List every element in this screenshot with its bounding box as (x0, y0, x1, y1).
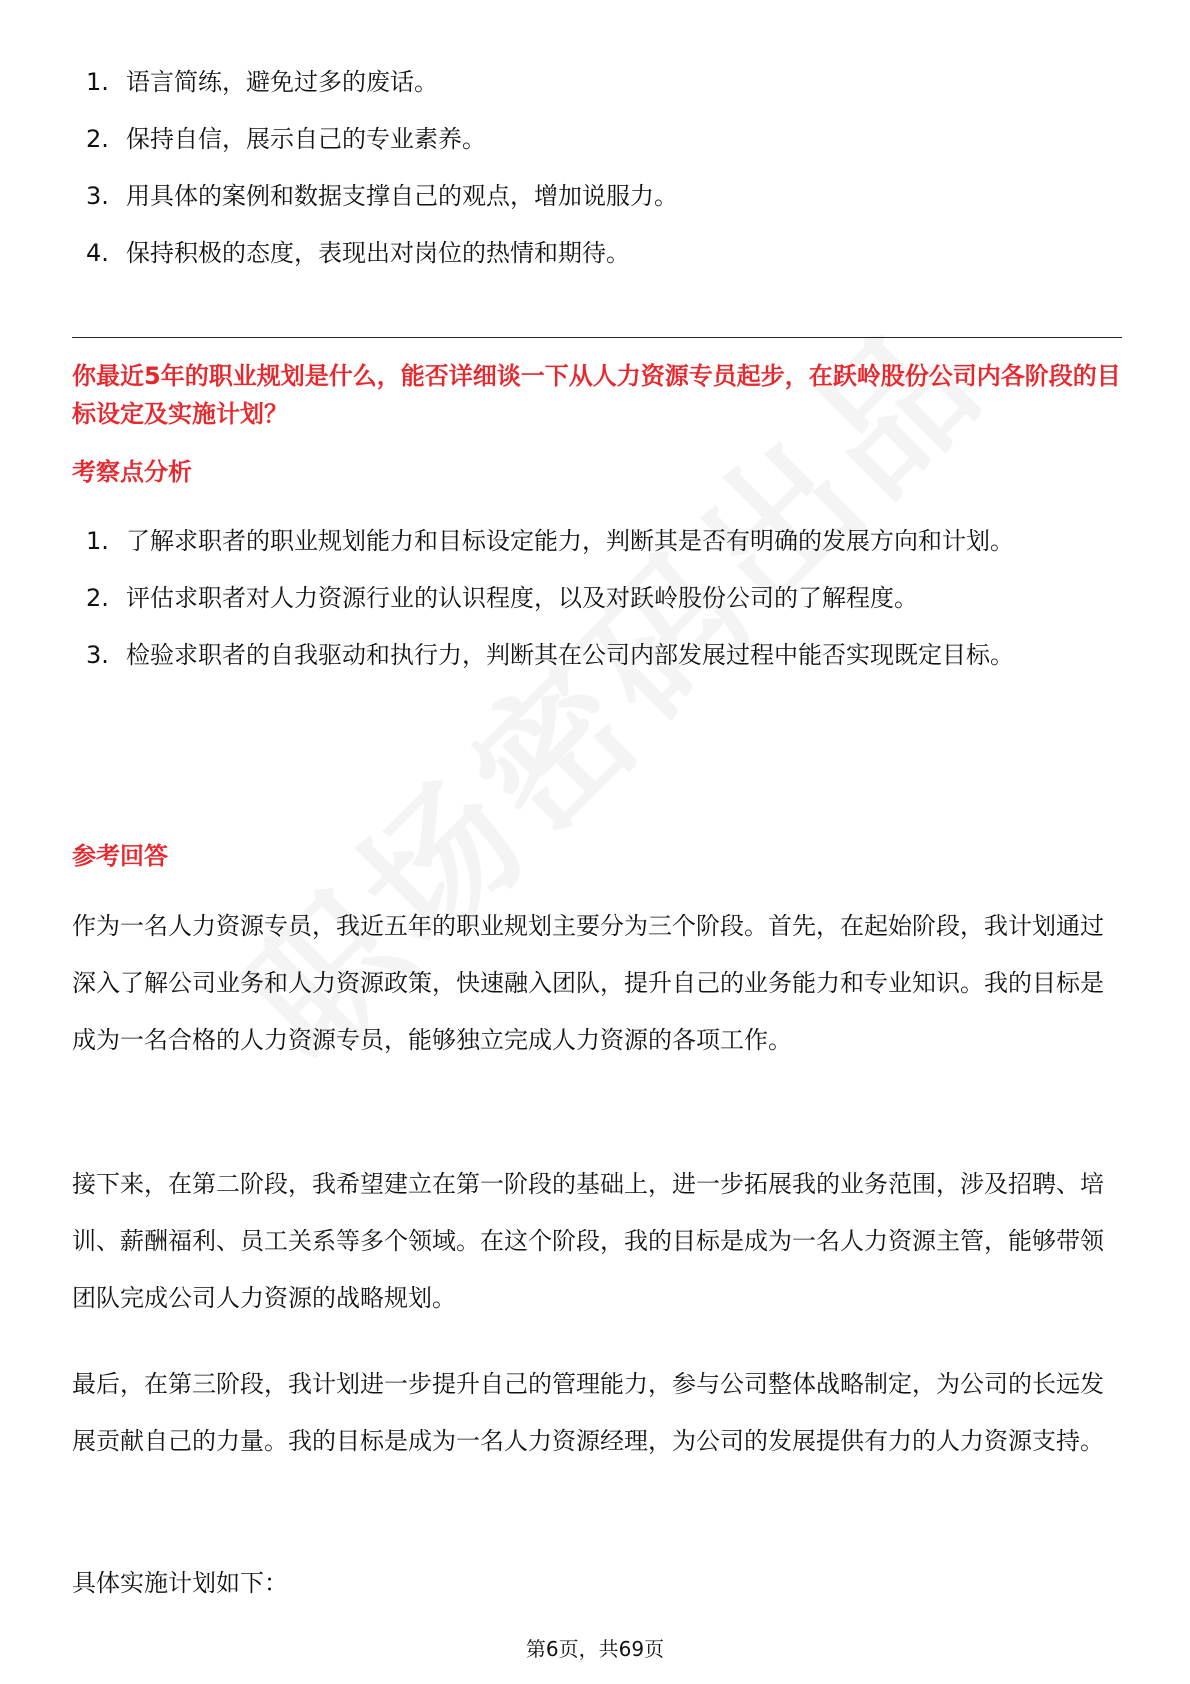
list-item (86, 570, 1116, 627)
section-divider (72, 337, 1122, 338)
list-item (86, 627, 1116, 684)
list-text: 了解求职者的职业规划能力和目标设定能力，判断其是否有明确的发展方向和计划。 (126, 527, 1014, 555)
list-number: 2. (86, 584, 109, 612)
list-text: 保持积极的态度，表现出对岗位的热情和期待。 (126, 239, 630, 267)
list-item (86, 54, 1116, 111)
list-number: 3. (86, 182, 109, 210)
interview-question: 你最近5年的职业规划是什么，能否详细谈一下从人力资源专员起步，在跃岭股份公司内各阶段的目标设定及实施计划？ (72, 362, 1121, 428)
answer-heading: 参考回答 (72, 842, 168, 870)
list-number: 1. (86, 527, 109, 555)
list-item (86, 111, 1116, 168)
analysis-list (86, 513, 1116, 684)
list-text: 用具体的案例和数据支撑自己的观点，增加说服力。 (126, 182, 678, 210)
tips-list (86, 54, 1116, 282)
answer-paragraph: 具体实施计划如下： (72, 1569, 288, 1597)
list-text: 语言简练，避免过多的废话。 (126, 68, 438, 96)
list-text: 评估求职者对人力资源行业的认识程度，以及对跃岭股份公司的了解程度。 (126, 584, 918, 612)
answer-paragraph: 作为一名人力资源专员，我近五年的职业规划主要分为三个阶段。首先，在起始阶段，我计划通过深入了解公司业务和人力资源政策，快速融入团队，提升自己的业务能力和专业知识。我的目标是成为一名合格的人力资源专员，能够独立完成人力资源的各项工作。 (72, 912, 1104, 1054)
list-item (86, 225, 1116, 282)
list-text: 保持自信，展示自己的专业素养。 (126, 125, 486, 153)
list-item (86, 513, 1116, 570)
list-item (86, 168, 1116, 225)
analysis-heading: 考察点分析 (72, 458, 192, 486)
answer-paragraph: 接下来，在第二阶段，我希望建立在第一阶段的基础上，进一步拓展我的业务范围，涉及招聘、培训、薪酬福利、员工关系等多个领域。在这个阶段，我的目标是成为一名人力资源主管，能够带领团队完成公司人力资源的战略规划。 (72, 1170, 1104, 1312)
list-number: 4. (86, 239, 109, 267)
list-text: 检验求职者的自我驱动和执行力，判断其在公司内部发展过程中能否实现既定目标。 (126, 641, 1014, 669)
answer-paragraph: 最后，在第三阶段，我计划进一步提升自己的管理能力，参与公司整体战略制定，为公司的长远发展贡献自己的力量。我的目标是成为一名人力资源经理，为公司的发展提供有力的人力资源支持。 (72, 1370, 1104, 1455)
page-number: 第6页，共69页 (525, 1637, 665, 1661)
list-number: 1. (86, 68, 109, 96)
list-number: 3. (86, 641, 109, 669)
list-number: 2. (86, 125, 109, 153)
